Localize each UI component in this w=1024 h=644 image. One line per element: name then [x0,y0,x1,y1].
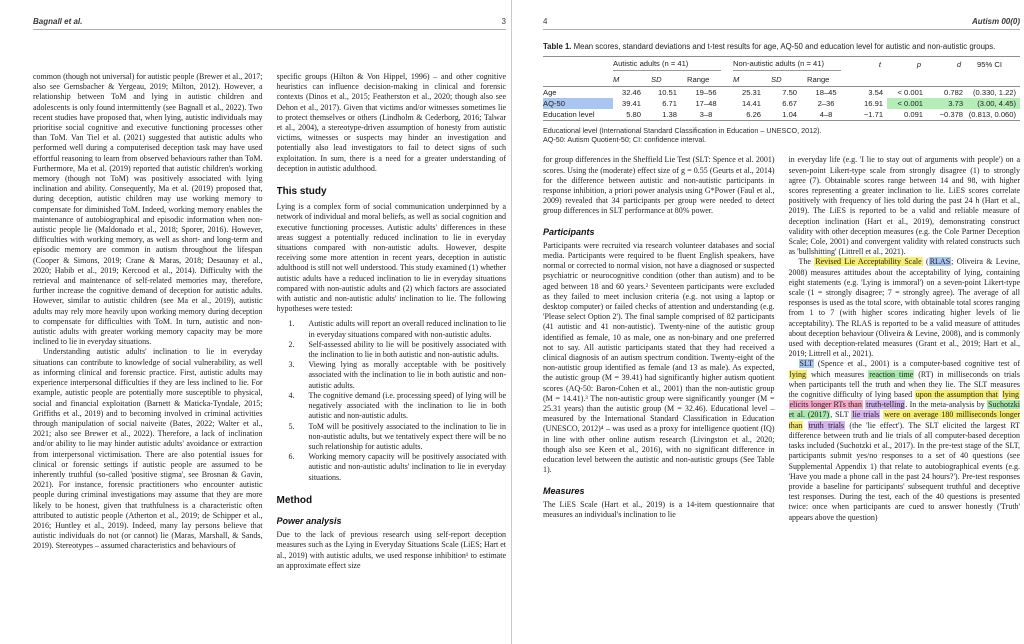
text-run: (Spence et al., 2001) is a computer-based cognitive test of [814,359,1020,369]
text-run: Lying is a complex form of social communication underpinned by a network of individual and moral beliefs, as well as social cognition and executive functioning processes. Autistic adults' differences in these areas suggest a potentially reduced inclination to lie in everyday situations compared with non-autistic adults. However, despite receiving some more attention in recent years, deception in autistic adulthood is still not well understood. This study examined (1) whether autistic adults have a reduced inclination to lie in everyday situations compared with non-autistic adults and (2) which factors are associated with autistic and non-autistic adults' inclination to lie. The following hypotheses were tested: [276,202,506,314]
stat-value: < 0.001 [887,98,927,109]
paragraph [277,202,507,314]
stat-value: (0.330, 1.22) [972,87,1017,97]
hypothesis-number: 5. [288,421,295,431]
row-label: AQ-50 [543,98,613,109]
paragraph [789,155,1021,257]
stat-header-95-ci: 95% CI [967,56,1020,86]
hypothesis-text: Autistic adults will report an overall reduced inclination to lie in everyday situations compared with non-autistic adults. [308,319,506,339]
stat-value: 0.091 [887,109,927,121]
table-value: 6.71 [662,98,677,108]
stat-value: −1.71 [853,109,887,121]
table-corner-cell [543,56,613,86]
stat-value: < 0.001 [897,87,924,97]
table-row-age [543,86,1020,98]
hypothesis-item-4 [289,391,507,422]
sub-header-m: M [613,73,651,87]
page-4 [512,0,1024,644]
page-3-column-2 [277,72,507,640]
hypothesis-item-3 [289,360,507,391]
table-1-container [543,56,1020,121]
hypothesis-text: The cognitive demand (i.e. processing speed) of lying will be negatively associated with the inclination to lie in both autistic and non-autistic adults. [308,390,506,421]
power-analysis-heading: Power analysis [276,515,342,526]
this-study-heading: This study [276,186,327,198]
page-number: 4 [543,17,548,26]
hypothesis-text: ToM will be positively associated to the inclination to lie in non-autistic adults, but we tentatively expect there will be no such relationship for autistic adults. [308,421,506,451]
page-3-column-1 [33,72,263,640]
paragraph [33,347,263,551]
paragraph [789,257,1021,359]
stat-value: 0.782 [944,87,964,97]
table-value: 1.04 [771,109,807,121]
text-run: Participants were recruited via research volunteer databases and social media. Participants were required to be fluent English speakers, have normal or corrected to normal vision, not have a diagnosed or suspected psychiatric or neurocognitive condition (other than autism) and to be aged between 18 and 60 years.² Seventeen participants were excluded as they failed to meet inclusion criteria (e.g. not using a laptop or desktop computer) or failed checks of attention and understanding (e.g. 'Please select Option 2'). The final sample comprised of 82 participants (41 autistic and 41 non-autistic). Twenty-nine of the autistic group identified as female, 10 as male, one as non-binary and one preferred not to say. All autistic participants stated that they had received a clinical diagnosis of an autism spectrum condition. Twenty-eight of the non-autistic group identified as female (and 13 as male). As expected, the autistic group (M = 39.41) had significantly higher autism quotient scores (AQ-50: Baron-Cohen et al., 2001) than the non-autistic group (M = 14.41).³ The non-autistic group were significantly younger (M = 25.31 years) than the autistic group (M = 32.46). Educational level – measured by the International Standard Classification in Education (UNESCO, 2012)⁴ – was used as a proxy for intelligence quotient (IQ) in line with other online autism research (Livingston et al., 2020; though also see Keen et al., 2016), with no significant difference in education level between the autistic and non-autistic groups (See Table 1). [543,240,775,475]
table-value: 1.38 [651,109,687,121]
stat-value: 3.54 [868,87,884,97]
hypothesis-number: 2. [288,339,295,349]
text-run: Due to the lack of previous research using self-report deception measures such as the Lying in Everyday Situations Scale (LiES; Hart et al., 2019) with autistic adults, we used response inhibition¹ to estimate an approximate effect size [276,530,506,570]
stat-value: (3.00, 4.45) [967,98,1020,109]
text-run: The LiES Scale (Hart et al., 2019) is a 14-item questionnaire that measures an individual's inclination to lie [543,499,775,519]
paragraph [33,72,263,347]
table-value: 39.41 [621,98,641,108]
text-run: , SLT [830,410,852,420]
table-value: 17–48 [695,98,717,108]
highlighted-text-purple: lie trials [852,410,880,420]
journal-title: Autism 00(0) [971,17,1020,26]
highlighted-text-yellow: Revised Lie Acceptability Scale [815,257,922,267]
table-footnotes [543,126,1020,145]
hypothesis-number: 3. [288,360,295,370]
sub-header-sd: SD [651,73,687,87]
highlighted-text-purple: truth-telling [866,400,905,410]
participants-heading: Participants [543,226,595,237]
paragraph [543,500,775,520]
group-header-1: Autistic adults (n = 41) [613,56,733,73]
highlighted-text-green: Suchotzki et al. (2017) [788,400,1020,420]
text-run [803,421,807,430]
page-4-columns [543,155,1020,613]
page-3-columns [33,72,506,640]
page-4-column-2 [789,155,1021,613]
highlighted-text-green: reaction time [869,369,914,379]
table-caption-text: Mean scores, standard deviations and t-test results for age, AQ-50 and education level for autistic and non-autistic groups. [571,42,996,51]
sub-header-m: M [733,73,771,87]
page-number: 3 [501,17,506,26]
table-caption-label: Table 1. [543,42,572,51]
table-value: 19–56 [695,87,717,97]
sub-header-range: Range [687,73,733,87]
table-value: 3–8 [687,109,733,121]
group-header-2: Non-autistic adults (n = 41) [733,56,853,73]
hypothesis-text: Working memory capacity will be positively associated with autistic and non-autistic adults' inclination to lie in everyday situations. [308,452,506,482]
hypothesis-number: 4. [288,390,295,400]
table-row-education-level [543,109,1020,121]
stat-value: 3.73 [927,98,967,109]
highlighted-text-yellow: lying [789,369,806,379]
hypothesis-item-2 [289,340,507,360]
table-value: 4–8 [807,109,853,121]
highlighted-text-purple: truth trials [808,420,845,430]
text-run: which measures [806,369,869,379]
stat-header-t: t [853,56,887,86]
table-row-aq-50 [543,98,1020,109]
table-value: 6.67 [782,98,798,108]
table-value: 7.50 [782,87,798,97]
highlighted-text-blue: SLT [799,359,813,369]
table-value: 2–36 [817,98,835,108]
paragraph [543,155,775,216]
text-run: in everyday life (e.g. 'I lie to stay out of arguments with people') on a seven-point Likert-type scale from strongly disagree (1) to strongly agree (7). Obtainable scores range between 14 and 98, with higher scores representing a greater inclination to lie. LiES scores correlate positively with frequency of lies told during the past 24 h (Hart et al., 2019). The LiES is reported to be a valid and reliable measure of deception inclination (Hart et al., 2019), demonstrating construct validity with other deception measures (e.g. the Cole Partner Deception Scale; Cole, 2001) and convergent validity with related constructs such as 'bullshitting' (Littrell et al., 2021). [788,155,1020,257]
table-value: 6.26 [733,109,771,121]
table-value: 5.80 [613,109,651,121]
row-label: Education level [543,109,613,121]
row-label: Age [543,87,557,97]
running-head-page-3 [33,14,506,30]
table-footnote: AQ-50: Autism Quotient-50; CI: confidence interval. [543,135,706,144]
stat-value: 16.91 [864,98,884,108]
table-caption [543,42,1020,52]
table-1 [543,56,1020,121]
hypothesis-number: 6. [288,452,295,462]
table-value: 32.46 [621,87,641,97]
text-run: Understanding autistic adults' inclination to lie in everyday situations can contribute to knowledge of social vulnerability, as well as informing clinical and forensic practice. First, autistic adults may experience interpersonal difficulties if they are less inclined to lie. For example, autistic people are potentially more susceptible to physical, social and financial exploitation (Barnett & Maticka-Tyndale, 2015; Griffiths et al., 2019) and to becoming involved in criminal activities through manipulation of social naiveite (Bates, 2022; Walter et al., 2021; also see Brewer et al., 2022). Therefore, a lack of inclination and/or ability to lie may hinder autistic adults' avoidance or extraction from interpersonal victimisation. There are also potential issues for clinical or forensic settings if autistic people are assumed to be inherently truthful (so-called 'positive stigma', see Brosnan & Gavin, 2021). For instance, forensic practitioners who encounter autistic people during criminal investigations may assume that they are more likely to be honest, given that truthfulness is a characteristic often attributed to autistic people (Atherton et al., 2019; de Schipper et al., 2016; Huntley et al., 2019). Indeed, many lay persons believe that autistic individuals do not (or cannot) lie (Maras, Marshall, & Sands, 2019). Stereotypes – assumed characteristics and behaviours of [33,347,263,551]
text-run: common (though not universal) for autistic people (Brewer et al., 2017; also see Gernsbacher & Yergeau, 2019; Milton, 2012). However, a relationship between ToM and lying in autistic children and adolescents is only found intermittently (see Bagnall et al., 2022). Two recent studies have proposed that, when lying, autistic individuals may prioritise social cognitive and executive functioning processes other than ToM. Van Tiel et al. (2021) suggested that autistic adults who performed well during a computerised deception task may have used effortful reasoning to learn from observed behaviours rather than ToM. Furthermore, Ma et al. (2019) reported that autistic children's working memory (though not ToM) was positively associated with lying inclination and ability. Consequently, Ma et al. (2019) proposed that, during deception, autistic children may use working memory to compensate for diminished ToM. Indeed, working memory enables the maintenance of autobiographical and episodic information when non-autistic people lie (Maldonado et al., 2018; Sporer, 2016). However, difficulties with working memory, as well as short- and long-term and episodic memory are common in autism throughout the lifespan (Cooper & Simons, 2019; Crane & Maras, 2018; Desaunay et al., 2020; Habib et al., 2019; Kercood et al., 2014). Difficulty with the retrieval and maintenance of self-related memories may, therefore, further increase the cognitive demand of deception for autistic adults. However, similar to autistic children (see Ma et al., 2019), autistic adults may rely more heavily upon working memory during deception to compensate for difficulties with ToM. In turn, autistic and non-autistic adults with greater working memory capacity may be more inclined to lie in everyday situations. [33,72,263,347]
table-footnote: Educational level (International Standard Classification in Education – UNESCO, 2012). [543,125,822,135]
stat-header-p: p [887,56,927,86]
hypothesis-number: 1. [288,319,295,329]
highlighted-text-yellow: lying [1002,390,1020,400]
table-value: 14.41 [742,98,762,108]
table-value: 10.51 [657,87,677,97]
measures-heading: Measures [543,485,585,496]
highlighted-text-yellow: upon the assumption that [915,390,998,400]
text-run: for group differences in the Sheffield Lie Test (SLT: Spence et al. 2001) scores. Using the (moderate) effect size of g = 0.55 (Geurts et al., 2014) for the difference between autistic and non-autistic participants in response inhibition, a priori power analysis using G*Power (Faul et al., 2009) revealed that 34 participants per group were needed to detect group differences in SLT performance at 80% power. [543,155,775,216]
paragraph [277,72,507,174]
sub-header-range: Range [807,73,853,87]
paragraph [789,359,1021,522]
text-run: ( [922,257,929,267]
paragraph [277,530,507,571]
method-heading: Method [276,494,313,506]
running-head-authors: Bagnall et al. [33,17,83,26]
highlighted-text-pink: elicits longer RTs than [789,400,862,410]
stat-value: (0.813, 0.060) [967,109,1020,121]
text-run: specific groups (Hilton & Von Hippel, 1996) – and other cognitive heuristics can influence decision-making in clinical and forensic contexts (Dinos et al., 2015; Featherston et al., 2020; though also see Dehon et al., 2017). Given that victims and/or witnesses sometimes lie to protect themselves or others (Lindholm & Cederborg, 2016; Talwar et al., 2004), a stereotype-driven assumption of honesty from autistic victims, witnesses or suspects may hinder an investigation and potentially also lead investigators to fail to detect signs of such exploitation. In sum, there is a need for a greater understanding of deception in autistic adulthood. [276,72,506,173]
highlighted-text-yellow: were on average 180 milliseconds longer than [788,410,1020,430]
stat-header-d: d [927,56,967,86]
sub-header-sd: SD [771,73,807,87]
hypothesis-text: Viewing lying as morally acceptable with be positively associated with the inclination to lie in both autistic and non-autistic adults. [308,360,506,390]
text-run: ; Oliveira & Levine, 2008) measures attitudes about the acceptability of lying, containing eight statements (e.g. 'Lying is immoral') on a seven-point Likert-type scale (1 = strongly disagree; 7 = strongly agree). The average of all responses is used as the total score, with obtainable total scores ranging from 1 to 7 (with higher scores indicating higher levels of lie acceptability). The RLAS is reported to be a valid measure of attitudes about deception behaviour (Oliveira & Levine, 2008), and is commonly used with deception-related measures (Grant et al., 2019; Hart et al., 2019; Littrell et al., 2021). [788,257,1020,359]
text-run: (the 'lie effect'). The SLT elicited the largest RT difference between truth and lie trials of all computer-based deception tasks included (Suchotzki et al., 2017). In the pre-test stage of the SLT, participants submit yes/no responses to a set of 40 questions (see Supplemental Appendix 1) that relate to autobiographical events (e.g. 'Have you made a phone call in the past 24 hours?'). Pre-test responses provide a baseline for participants' subsequent truthful and deceptive test responses. During the test, each of the 40 questions is presented twice: once when participants are cued to answer honestly ('Truth' appears above the question) [788,420,1020,522]
highlighted-text-blue: RLAS [929,257,951,267]
running-head-page-4 [543,14,1020,30]
paragraph [543,241,775,476]
text-run: (RT) in milliseconds on trials when participants tell the truth and when they lie. The SLT measures the cognitive difficulty of lying based [788,369,1020,400]
page-4-column-1 [543,155,775,613]
stat-value: −0.378 [927,109,967,121]
text-run: The [798,257,815,267]
hypothesis-text: Self-assessed ability to lie will be positively associated with the inclination to lie in both autistic and non-autistic adults. [308,339,506,360]
hypothesis-item-1 [289,319,507,339]
hypothesis-item-5 [289,422,507,453]
table-value: 18–45 [815,87,837,97]
table-value: 25.31 [742,87,762,97]
text-run: . In the meta-analysis by [905,400,987,410]
hypothesis-item-6 [289,452,507,483]
